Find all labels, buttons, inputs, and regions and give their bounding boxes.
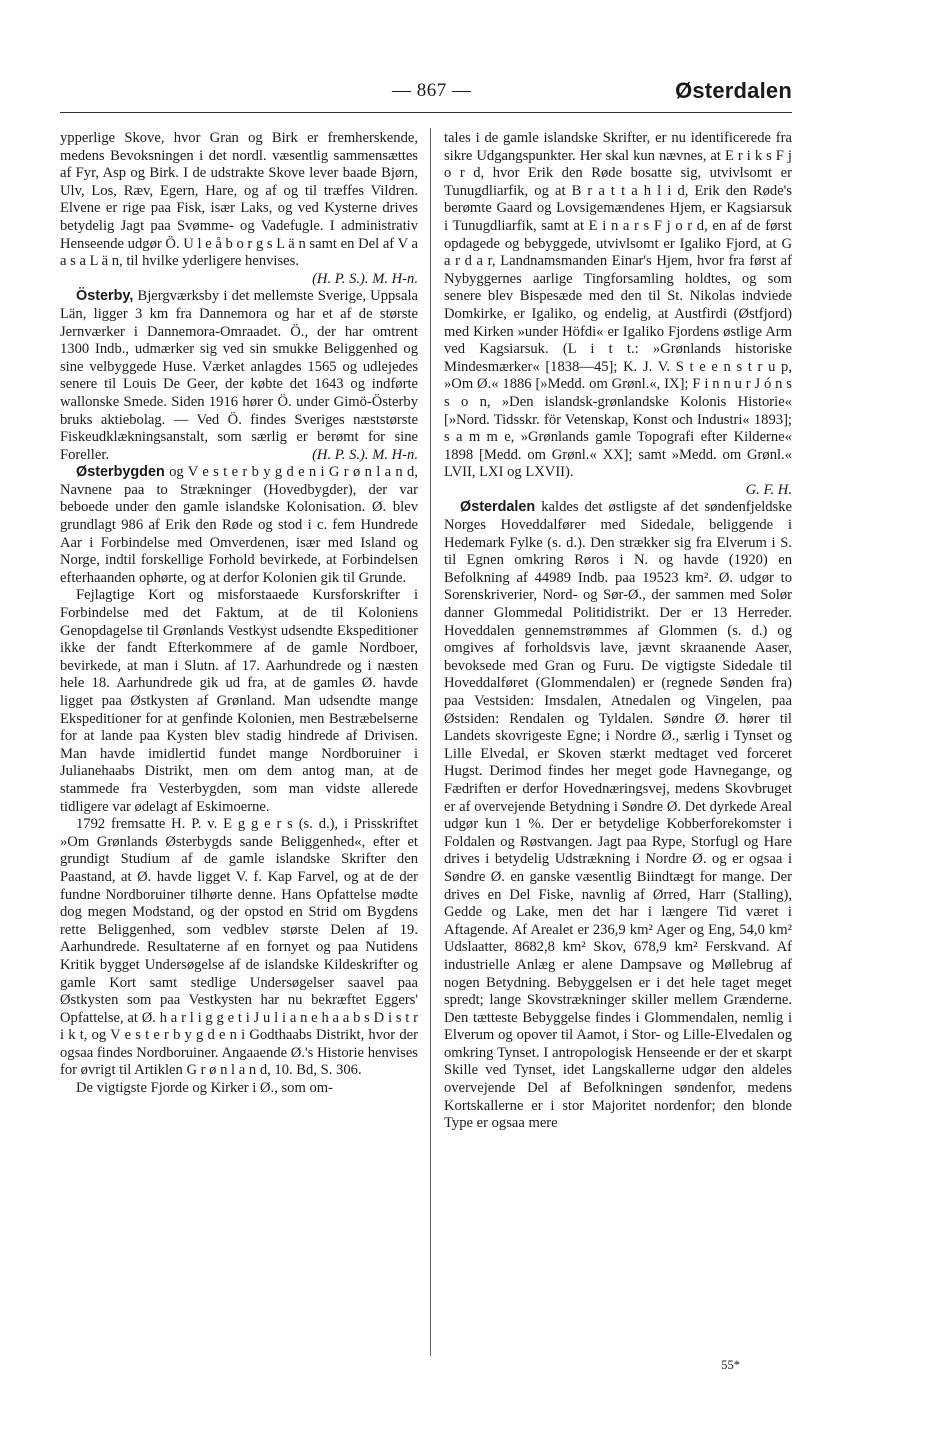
entry-osterby [60,288,418,464]
entry-headword: Østerdalen [460,499,536,516]
entry-headword: Østerbygden [76,464,165,481]
signature: (H. P. S.). M. H-n. [312,270,418,287]
entry-text: kaldes det østligste af det søndenfjeldske Norges Hoveddalfører med Sidedale, beliggende i Hedemark Fylke (s. d.). Den strækker sig fra Elverum i S. til Egnen omkring Røros i N. og havde (1920) en Befolkning af 44989 Indb. paa 19523 km². Ø. udgør to Sorenskriverier, Nord- og Sør-Ø., der sammen med Solør danner Glommedal Politidistrikt. Der er 13 Herreder. Hoveddalen gennemstrømmes af Glommen (s. d.) og omgives af forholdsvis lave, jævnt skraanende Aaser, bevoksede med Gran og Furu. De vigtigste Sidedale til Hoveddalføret (Glommendalen) er (regnede Sønden fra) paa Vestsiden: Imsdalen, Atnedalen og Vingelen, paa Østsiden: Rendalen og Tyldalen. Søndre Ø. hører til Landets skovrigeste Egne; i Nordre Ø., særlig i Tynset og Lille Elvedal, er Skoven stærkt medtaget ved forceret Hugst. Derimod findes her meget gode Havnegange, og Fædriften er derfor Hovednæringsvej, medens Skovbruget er af overvejende Betydning i Søndre Ø. Det dyrkede Areal udgør kun 1 %. Der er betydelige Kobberforekomster i Foldalen og Røstvangen. Jagt paa Rype, Storfugl og Hare drives i betydelig Udstrækning i Nordre Ø. og er ogsaa i Søndre Ø. en ganske væsentlig Biindtægt for mange. Der drives en Del Fiske, navnlig af Ørred, Harr (Stalling), Gedde og Lake, men det har i længere Tid været i Aftagende. Af Arealet er 236,9 km² Ager og Eng, 54,0 km² Udslaatter, 8682,8 km² Skov, 678,9 km² Ferskvand. Af industrielle Anlæg er alene Dampsave og Møllebrug af nogen Betydning. Bebyggelsen er i det hele taget meget spredt; lange Skovstrækninger skiller mellem Grænderne. Den tætteste Bebyggelse findes i Glommendalen, nemlig i Elverum og opover til Aamot, i Stor- og Lille-Elvedalen og omkring Tynset. I antropologisk Henseende er der et skarpt Skille ved Tynset, idet Langskallerne udgør den aldeles overvejende Del af Befolkningen søndenfor, medens Kortskallerne er i stor Majoritet nordenfor; den blonde Type er ogsaa mere [444,499,792,1132]
entry-text: Bjergværksby i det mellemste Sverige, Uppsala Län, ligger 3 km fra Dannemora og har et af de største Jernværker i Dannemora-Omraadet. Ö., der har omtrent 1300 Indb., udmærker sig ved sin smukke Beliggenhed og sine velbyggede Huse. Værket anlagdes 1565 og udlejedes senere til Louis De Geer, der købte det 1643 og indførte wallonske Smede. Siden 1916 hører Ö. under Gimö-Österby bruks aktiebolag. — Ved Ö. findes Sveriges næststørste Fiskeudklækningsanstalt, som særlig er berømt for sine Foreller. [60,288,418,463]
paragraph-text: Fejlagtige Kort og misforstaaede Kursforskrifter i Forbindelse med det Faktum, at de til Koloniens Genopdagelse til Grønlands Vestkyst udsendte Ekspeditioner ikke der fandt Efterkommere af de gamle Nordboer, bevirkede, at man i Slutn. af 17. Aarhundrede og i næsten hele 18. Aarhundrede gik ud fra, at de gamles Ø. havde ligget paa Østkysten af Grønland. Man udsendte mange Ekspeditioner for at genfinde Kolonien, men Bestræbelserne for at lande paa Kysten blev stadig hindrede af Drivisen. Man havde imidlertid fundet mange Nordboruiner i Julianehaabs Distrikt, men om dem antog man, at de stammede fra Vesterbygden, som man vidste allerede tidligere var ødelagt af Eskimoerne. [60,587,418,815]
paragraph-text: ypperlige Skove, hvor Gran og Birk er fremherskende, medens Bevoksningen i det nordl. væsentlig sammensættes af Fyr, Asp og Birk. I de udstrakte Skove lever baade Bjørn, Ulv, Los, Ræv, Egern, Hare, og af og til træffes Vildren. Elvene er rige paa Fisk, især Laks, og ved Kysterne drives betydelig Jagt paa Svømme- og Vadefugle. I administrativ Henseende udgør Ö. U l e å b o r g s L ä n samt en Del af V a a s a L ä n, til hvilke yderligere henvises. [60,130,418,270]
printer-signature-mark: 55* [721,1358,740,1372]
paragraph-text: De vigtigste Fjorde og Kirker i Ø., som om- [76,1080,333,1097]
paragraph-text: 1792 fremsatte H. P. v. E g g e r s (s. d.), i Prisskriftet »Om Grønlands Østerbygds sande Beliggenhed«, efter et grundigt Studium af de gamle islandske Skrifter den Paastand, at Ø. havde ligget V. f. Kap Farvel, og at de der fundne Nordboruiner tilhørte denne. Hans Opfattelse mødte dog megen Modstand, og der opstod en Strid om Bygdens rette Beliggenhed, som vedblev største Delen af 19. Aarhundrede. Resultaterne af en fornyet og paa Nutidens Kritik bygget Undersøgelse af de islandske Kildeskrifter og gamle Kort samt stedlige Undersøgelser saavel paa Østkysten som paa Vestkysten har nu bekræftet Eggers' Opfattelse, at Ø. h a r l i g g e t i J u l i a n e h a a b s D i s t r i k t, og V e s t e r b y g d e n i Godthaabs Distrikt, hvor der ogsaa findes Nordboruiner. Angaaende Ø.'s Historie henvises for øvrigt til Artiklen G r ø n l a n d, 10. Bd, S. 306. [60,816,418,1079]
column-divider [430,128,431,1356]
right-column [444,130,792,1133]
entry-osterbygden [60,464,418,587]
left-column [60,130,418,1098]
page-number: — 867 — [392,80,472,101]
running-head: Østerdalen [675,78,792,103]
header-rule [60,112,792,113]
signature: (H. P. S.). M. H-n. [312,446,418,463]
entry-text: og V e s t e r b y g d e n i G r ø n l a n d, Navnene paa to Strækninger (Hovedbygder), der var beboede under den gamle islandske Kolonisation. Ø. blev grundlagt 986 af Erik den Røde og stod i c. fem Hundrede Aar i Forbindelse med Omverdenen, især med Island og Norge, indtil forskellige Forhold bevirkede, at Forbindelsen efterhaanden ophørte, og at derfor Kolonien gik til Grunde. [60,464,418,586]
paragraph-text: tales i de gamle islandske Skrifter, er nu identificerede fra sikre Udgangspunkter. Her skal kun nævnes, at E r i k s F j o r d, hvor Erik den Røde bosatte sig, utvivlsomt er Tunugdliarfik, og at B r a t t a h l i d, Erik den Røde's berømte Gaard og Lovsigemændenes Hjem, er Kagsiarsuk i Tunugdliarfik, samt at E i n a r s F j o r d, en af de først opdagede og bebyggede, utvivlsomt er Igaliko Fjord, at G a r d a r, Landnamsmanden Einar's Hjem, hvor fra først af Nybyggernes aarlige Tingforsamling holdtes, og som senere blev Bispesæde med den til St. Nikolas indviede Domkirke, er Igaliko, og endelig, at Austfirdi (Østfjord) med Kirken »under Höfdi« er Igaliko Fjordens østlige Arm ved Kagsiarsuk. (L i t t.: »Grønlands historiske Mindesmærker« [1838—45]; K. J. V. S t e e n s t r u p, »Om Ø.« 1886 [»Medd. om Grønl.«, IX]; F i n n u r J ó n s s o n, »Den islandsk-grønlandske Kolonis Historie« [»Nord. Tidsskr. för Vetenskap, Konst och Industri« 1893]; s a m m e, »Grønlands gamle Topografi efter Kilderne« 1898 [Medd. om Grønl.« XX]; samt »Medd. om Grønl.« LVII, LXI og LXVII). [444,130,792,481]
signature: G. F. H. [745,481,792,498]
paragraph-finland-continuation [60,130,418,271]
entry-osterdalen [444,499,792,1132]
entry-headword: Österby, [76,288,134,305]
